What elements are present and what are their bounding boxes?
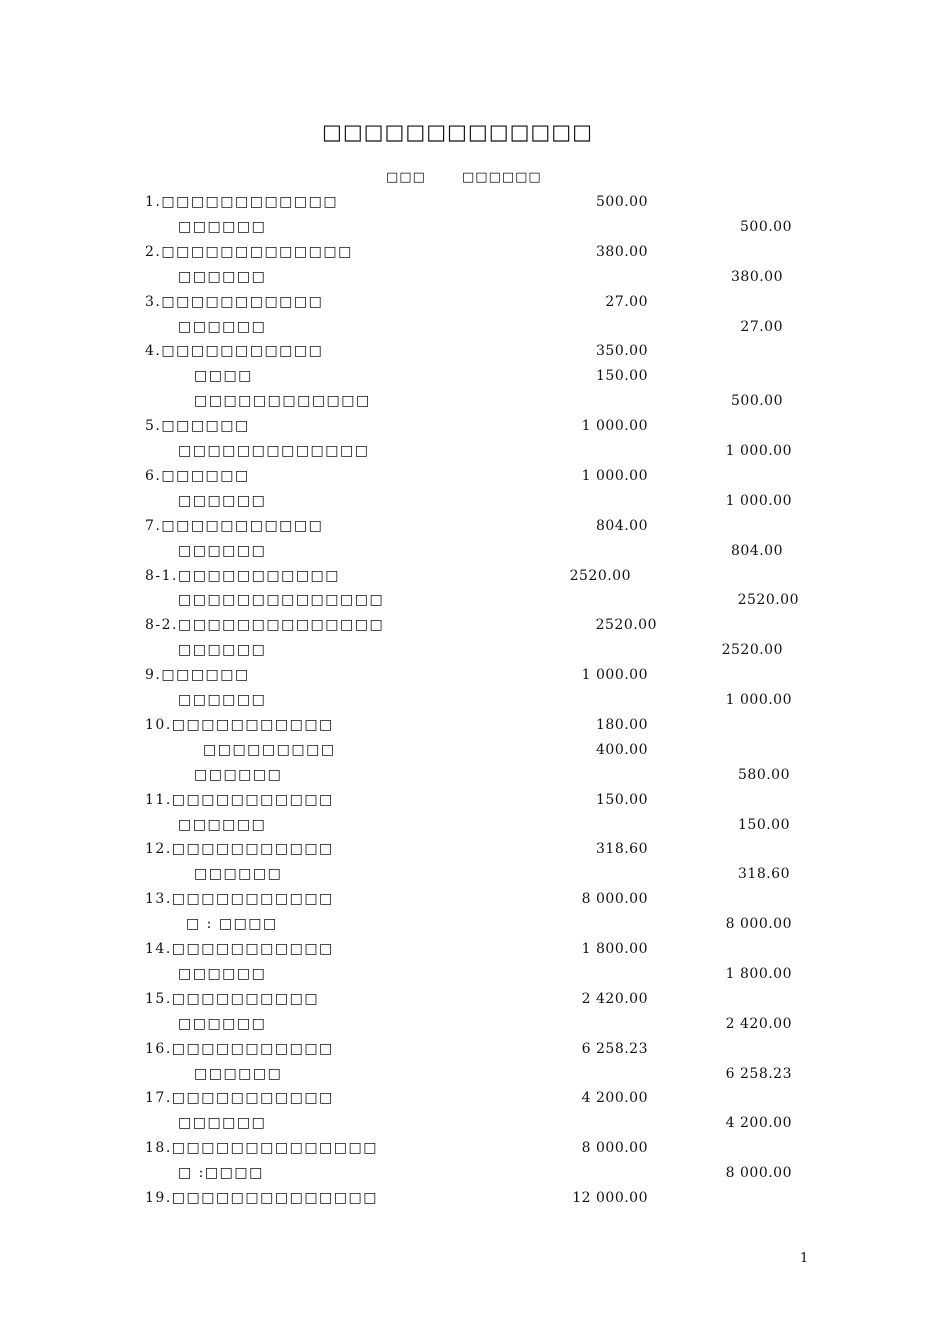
entry-label: 5.□□□□□□	[145, 418, 250, 435]
entry-label: 8-1.□□□□□□□□□□□	[145, 567, 340, 584]
debit-amount: 6 258.23	[581, 1040, 648, 1057]
debit-amount: 318.60	[596, 841, 648, 858]
entry-label: 7.□□□□□□□□□□□	[145, 517, 324, 534]
credit-amount: 8 000.00	[725, 916, 792, 933]
subtitle-left: □□□	[386, 170, 426, 185]
entry-label: 2.□□□□□□□□□□□□□	[145, 243, 353, 260]
debit-amount: 380.00	[596, 243, 648, 260]
journal-entry-row	[0, 940, 950, 965]
journal-entry-row	[0, 193, 950, 218]
entry-label: 4.□□□□□□□□□□□	[145, 343, 324, 360]
journal-entry-row	[0, 691, 950, 716]
credit-amount: 500.00	[731, 393, 783, 410]
journal-entry-row	[0, 318, 950, 343]
credit-amount: 500.00	[740, 218, 792, 235]
entry-label: 9.□□□□□□	[145, 667, 250, 684]
journal-entry-row	[0, 716, 950, 741]
entry-label: 18.□□□□□□□□□□□□□□	[145, 1140, 378, 1157]
document-title: □□□□□□□□□□□□□	[322, 120, 593, 144]
journal-entry-row	[0, 766, 950, 791]
journal-entry-row	[0, 218, 950, 243]
entry-label: □□□□□□□□□□□□□	[178, 443, 370, 459]
journal-entry-row	[0, 268, 950, 293]
credit-amount: 1 000.00	[725, 492, 792, 509]
credit-amount: 2 420.00	[725, 1015, 792, 1032]
journal-entry-row	[0, 666, 950, 691]
debit-amount: 150.00	[596, 368, 648, 385]
journal-entry-row	[0, 816, 950, 841]
journal-entry-row	[0, 1065, 950, 1090]
entry-label: 15.□□□□□□□□□□	[145, 990, 320, 1007]
credit-amount: 27.00	[740, 318, 783, 335]
journal-entry-row	[0, 1164, 950, 1189]
journal-entry-row	[0, 442, 950, 467]
debit-amount: 400.00	[596, 741, 648, 758]
journal-entry-row	[0, 342, 950, 367]
journal-entry-row	[0, 1089, 950, 1114]
journal-entry-row	[0, 965, 950, 990]
subtitle-right: □□□□□□	[462, 170, 542, 185]
debit-amount: 350.00	[596, 343, 648, 360]
entry-label: □□□□□□□□□□□□	[194, 393, 371, 410]
journal-entry-row	[0, 1040, 950, 1065]
entry-label: □□□□□□	[178, 965, 267, 982]
journal-entry-row	[0, 915, 950, 940]
journal-entry-row	[0, 1015, 950, 1040]
journal-entry-row	[0, 990, 950, 1015]
debit-amount: 1 800.00	[581, 941, 648, 957]
debit-amount: 1 000.00	[581, 467, 648, 484]
debit-amount: 8 000.00	[581, 1140, 648, 1157]
entry-label: □□□□□□□□□	[203, 741, 336, 758]
entry-label: □ :□□□□	[178, 1165, 264, 1182]
entry-label: □□□□□□	[194, 866, 283, 883]
credit-amount: 2520.00	[721, 642, 783, 659]
credit-amount: 150.00	[738, 816, 790, 833]
entry-label: 3.□□□□□□□□□□□	[145, 293, 324, 310]
entry-label: □□□□□□	[178, 268, 267, 285]
entry-label: □□□□□□	[194, 1065, 283, 1082]
journal-entry-row	[0, 542, 950, 567]
journal-entry-row	[0, 567, 950, 592]
entry-label: 16.□□□□□□□□□□□	[145, 1040, 334, 1057]
entry-label: □□□□□□	[178, 1015, 267, 1032]
journal-entry-row	[0, 517, 950, 542]
credit-amount: 8 000.00	[725, 1165, 792, 1182]
entry-label: 11.□□□□□□□□□□□	[145, 791, 334, 808]
credit-amount: 2520.00	[737, 592, 799, 609]
entry-label: 12.□□□□□□□□□□□	[145, 841, 334, 858]
debit-amount: 2520.00	[595, 617, 657, 634]
entry-label: 13.□□□□□□□□□□□	[145, 891, 334, 908]
debit-amount: 12 000.00	[572, 1190, 648, 1206]
journal-entry-row	[0, 492, 950, 517]
entry-label: 10.□□□□□□□□□□□	[145, 716, 334, 733]
debit-amount: 180.00	[596, 716, 648, 733]
credit-amount: 1 800.00	[725, 965, 792, 982]
credit-amount: 1 000.00	[725, 443, 792, 459]
entry-label: □□□□	[194, 368, 253, 385]
entry-label: 14.□□□□□□□□□□□	[145, 941, 334, 957]
entry-label: □□□□□□	[178, 1115, 267, 1132]
entry-label: □□□□□□	[178, 542, 267, 559]
journal-entry-row	[0, 791, 950, 816]
journal-entry-row	[0, 1114, 950, 1139]
debit-amount: 1 000.00	[581, 667, 648, 684]
entry-label: □□□□□□	[178, 642, 267, 659]
debit-amount: 8 000.00	[581, 891, 648, 908]
debit-amount: 27.00	[605, 293, 648, 310]
debit-amount: 500.00	[596, 194, 648, 210]
journal-entry-row	[0, 591, 950, 616]
entry-label: □□□□□□	[194, 766, 283, 783]
journal-entry-row	[0, 641, 950, 666]
credit-amount: 318.60	[738, 866, 790, 883]
debit-amount: 1 000.00	[581, 418, 648, 435]
credit-amount: 804.00	[731, 542, 783, 559]
journal-entry-row	[0, 367, 950, 392]
journal-entry-row	[0, 840, 950, 865]
entry-label: 17.□□□□□□□□□□□	[145, 1090, 334, 1107]
journal-entry-row	[0, 741, 950, 766]
journal-entry-row	[0, 1139, 950, 1164]
journal-entry-row	[0, 467, 950, 492]
journal-entry-row	[0, 392, 950, 417]
journal-entry-row	[0, 1189, 950, 1214]
journal-entry-row	[0, 243, 950, 268]
journal-entry-row	[0, 293, 950, 318]
entry-label: 6.□□□□□□	[145, 467, 250, 484]
debit-amount: 2520.00	[569, 567, 631, 584]
entry-label: □□□□□□	[178, 816, 267, 833]
entry-label: □□□□□□	[178, 218, 267, 235]
entry-label: 1.□□□□□□□□□□□□	[145, 194, 339, 210]
debit-amount: 4 200.00	[581, 1090, 648, 1107]
debit-amount: 150.00	[596, 791, 648, 808]
credit-amount: 1 000.00	[725, 692, 792, 708]
credit-amount: 380.00	[731, 268, 783, 285]
journal-entry-row	[0, 890, 950, 915]
journal-entry-row	[0, 865, 950, 890]
entry-label: 19.□□□□□□□□□□□□□□	[145, 1190, 378, 1206]
journal-entry-row	[0, 616, 950, 641]
debit-amount: 2 420.00	[581, 990, 648, 1007]
credit-amount: 4 200.00	[725, 1115, 792, 1132]
entry-label: □□□□□□	[178, 318, 267, 335]
journal-entry-row	[0, 417, 950, 442]
entry-label: □□□□□□□□□□□□□□	[178, 592, 385, 609]
debit-amount: 804.00	[596, 517, 648, 534]
credit-amount: 6 258.23	[725, 1065, 792, 1082]
credit-amount: 580.00	[738, 766, 790, 783]
entry-label: □□□□□□	[178, 692, 267, 708]
page-number: 1	[800, 1251, 809, 1266]
entry-label: 8-2.□□□□□□□□□□□□□□	[145, 617, 385, 634]
entry-label: □□□□□□	[178, 492, 267, 509]
entry-label: □ : □□□□	[186, 916, 278, 933]
